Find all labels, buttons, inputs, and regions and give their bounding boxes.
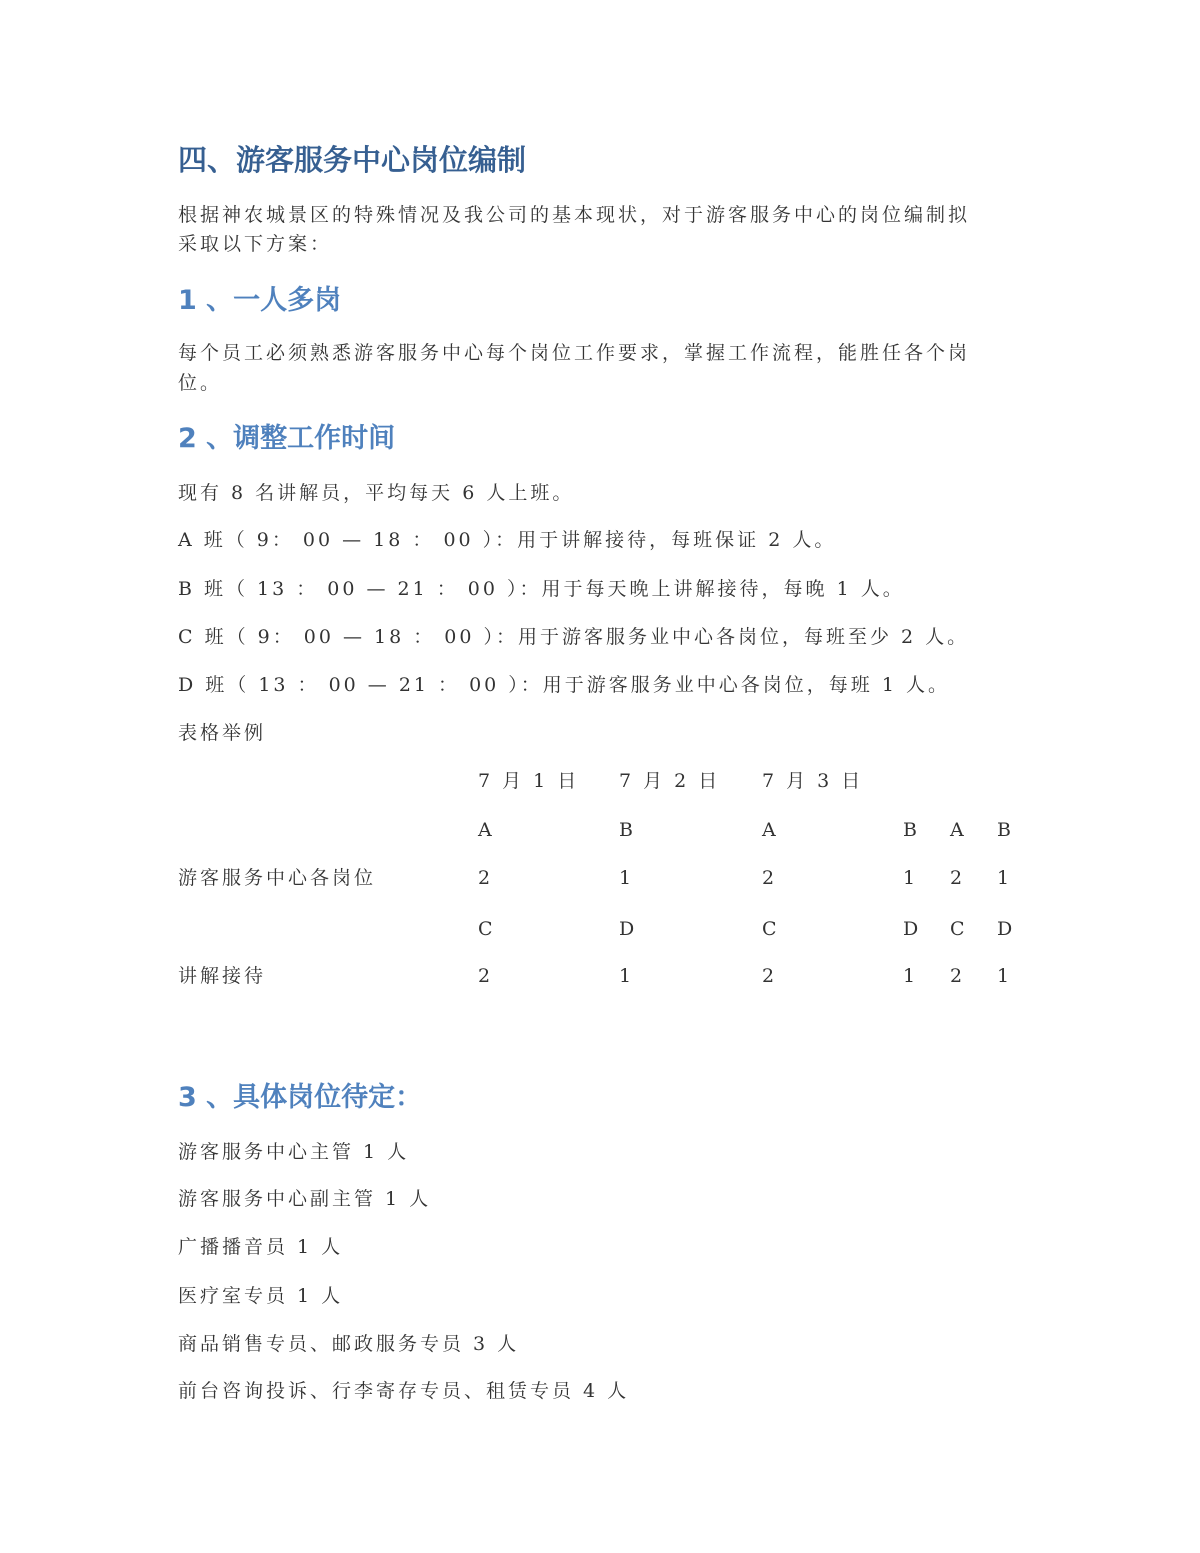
section-heading: 3 、具体岗位待定： [178,1082,423,1113]
position-item: 广播播音员 1 人 [178,1236,344,1258]
table-cell: 1 [997,965,1013,987]
paragraph-line: 现有 8 名讲解员，平均每天 6 人上班。 [178,482,575,504]
position-item: 前台咨询投诉、行李寄存专员、租赁专员 4 人 [178,1380,630,1402]
table-cell: 1 [619,867,635,889]
table-date-header: 7 月 3 日 [762,770,864,792]
table-cell: 1 [619,965,635,987]
table-cell: A [762,819,779,841]
shift-c-line: C 班（ 9： 00 — 18 ： 00 ）：用于游客服务业中心各岗位，每班至少 2 人。 [178,626,970,648]
position-item: 游客服务中心主管 1 人 [178,1141,410,1163]
shift-b-line: B 班（ 13 ： 00 — 21 ： 00 ）：用于每天晚上讲解接待，每晚 1 人。 [178,578,905,600]
table-cell: B [903,819,920,841]
table-cell: 2 [478,965,494,987]
table-date-header: 7 月 1 日 [478,770,580,792]
table-cell: 1 [903,965,919,987]
position-item: 游客服务中心副主管 1 人 [178,1188,432,1210]
table-cell: D [997,918,1016,940]
table-cell: 1 [997,867,1013,889]
table-row-label: 讲解接待 [178,965,267,987]
table-cell: D [903,918,922,940]
paragraph-line: 每个员工必须熟悉游客服务中心每个岗位工作要求，掌握工作流程，能胜任各个岗 [178,342,971,364]
shift-a-line: A 班（ 9： 00 — 18 ： 00 ）：用于讲解接待，每班保证 2 人。 [178,529,837,551]
table-cell: D [619,918,638,940]
intro-line: 根据神农城景区的特殊情况及我公司的基本现状，对于游客服务中心的岗位编制拟 [178,204,971,226]
table-cell: C [478,918,496,940]
table-cell: C [950,918,968,940]
table-cell: B [619,819,636,841]
section-heading: 1 、一人多岗 [178,285,342,316]
table-cell: 2 [762,867,778,889]
table-cell: A [478,819,495,841]
position-item: 医疗室专员 1 人 [178,1285,344,1307]
table-cell: 2 [950,867,966,889]
intro-line: 采取以下方案： [178,233,333,255]
table-date-header: 7 月 2 日 [619,770,721,792]
table-row-label: 游客服务中心各岗位 [178,867,377,889]
table-cell: 2 [478,867,494,889]
table-cell: 2 [950,965,966,987]
table-cell: 1 [903,867,919,889]
position-item: 商品销售专员、邮政服务专员 3 人 [178,1333,520,1355]
table-cell: B [997,819,1014,841]
paragraph-line: 位。 [178,372,223,394]
section-heading: 2 、调整工作时间 [178,423,396,454]
table-cell: A [950,819,967,841]
table-cell: C [762,918,780,940]
page-title: 四、游客服务中心岗位编制 [178,143,527,177]
table-caption: 表格举例 [178,722,267,744]
shift-d-line: D 班（ 13 ： 00 — 21 ： 00 ）：用于游客服务业中心各岗位，每班 1 人。 [178,674,950,696]
table-cell: 2 [762,965,778,987]
